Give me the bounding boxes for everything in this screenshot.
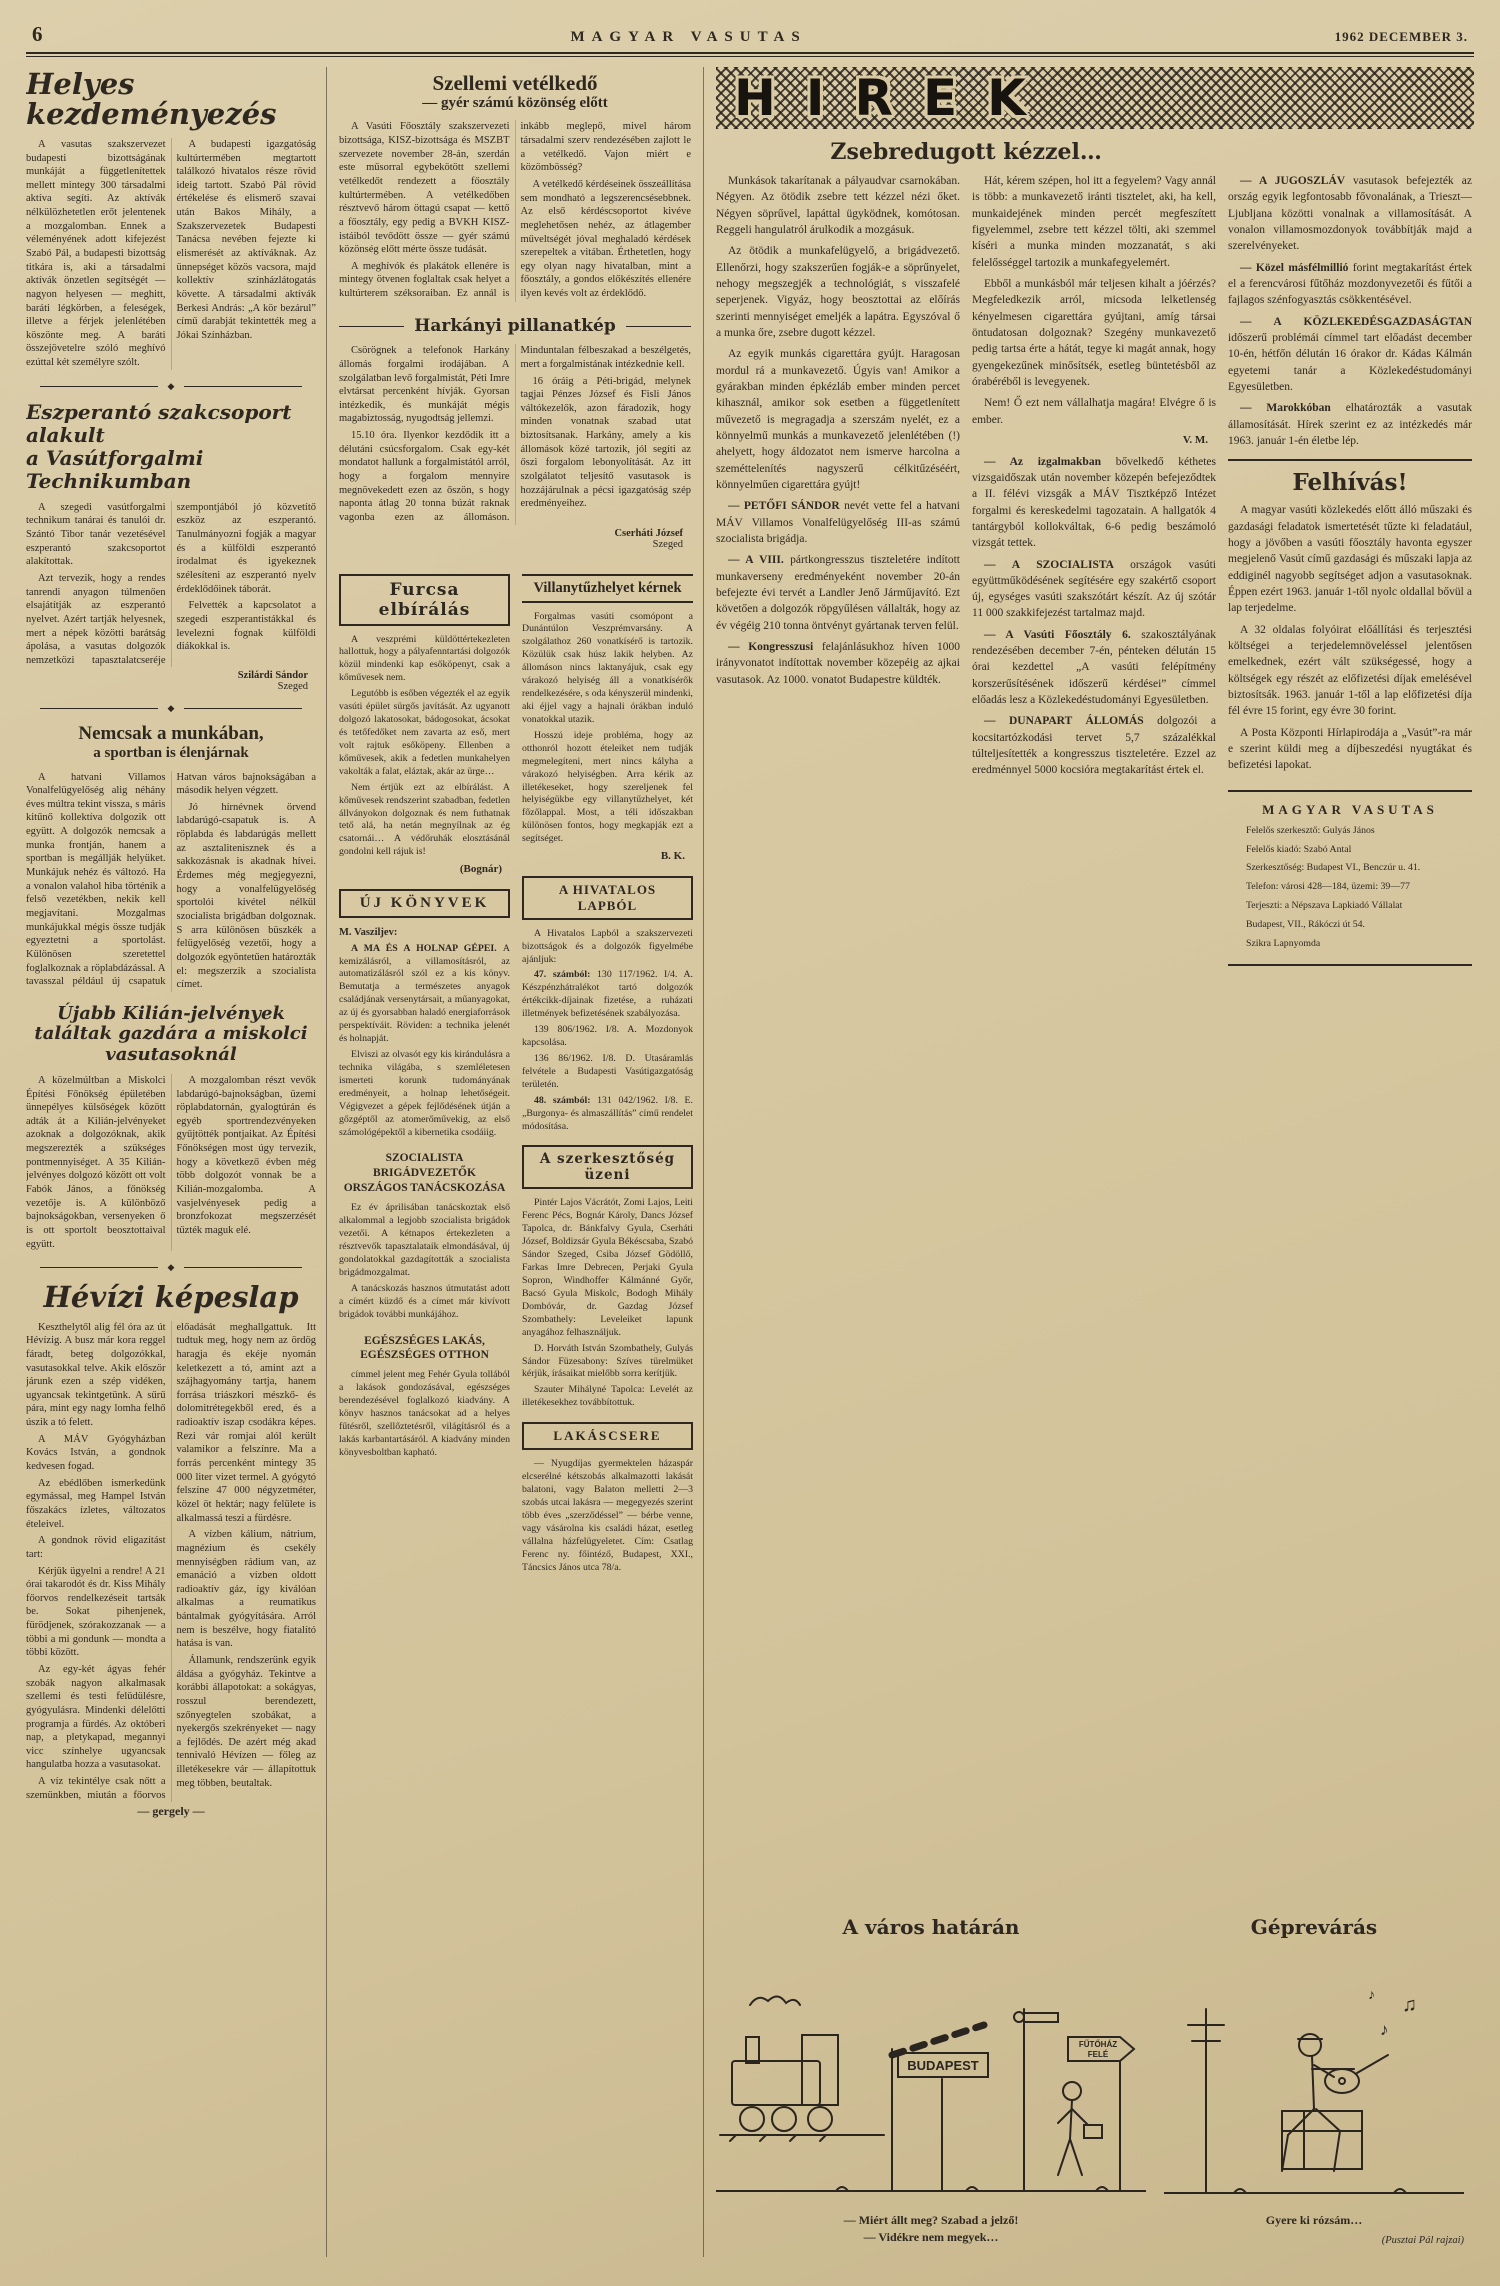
- paragraph: A mozgalomban részt vevők labdarúgó-bajnokságban, üzemi röplabdatornán, gyalogtúrán és egyéb sportrendezvényeken gyűjtötték pontjaikat. Az Építési Főnökségen most úgy tervezik, hogy a következő évben még több dolgozót vonnak be a Kilián-mozgalomba. A vasjelvényesek pedig a bronzfokozat megszerzését tűzték maguk elé.: [176, 1074, 316, 1236]
- article-title: [26, 723, 316, 762]
- paragraph: A veszprémi küldöttértekezleten hallottuk, hogy a pályafenntartási dolgozók közül mindenki kap esőköpenyt, csak a kőművesek nem.: [339, 633, 510, 684]
- article-lakascsere: [522, 1422, 693, 1574]
- paragraph: Nem értjük ezt az elbírálást. A kőművesek rendszerint szabadban, fedetlen állványokon dolgoznak és nem futhatnak tető alá, ha netán megnyílnak az ég csatornái… A védőruhák elosztásánál gondolni kell rájuk is!: [339, 781, 510, 858]
- news-briefs-col3: [1228, 173, 1472, 449]
- cartoons-row: [716, 1915, 1474, 2251]
- title-text: Harkányi pillanatkép: [414, 316, 616, 337]
- author-signature: (Bognár): [459, 863, 502, 876]
- paragraph: Felvették a kapcsolatot a szegedi eszperantistákkal és levelezni fognak külföldi diákokkal is.: [176, 600, 316, 653]
- article-title: ÚJ KÖNYVEK: [339, 889, 510, 918]
- article-title: [339, 71, 691, 112]
- article-title: [26, 401, 316, 493]
- paragraph: A 32 oldalas folyóirat előállítási és terjesztési költségei a terjedelemnöveléssel jelentősen emelkednek, ezért vált szükségessé, hogy a költségek egy részét az előfizetési díjak emelésével biztosítsák. 1963. január 1-től a lap előfizetési díja fél évre 15 forint, egy évre 30 forint.: [1228, 623, 1472, 718]
- paragraph: 15.10 óra. Ilyenkor kezdődik itt a délutáni csúcsforgalom. Csak egy-két mondatot hallunk a forgalmistától arról, hogy a forgalom mennyire megnövekedett ezen az őszön, s hogy naponta átlag 20 tonna búzát raknak vagonba ezen az állomáson. Minduntalan félbeszakad a beszélgetés, mert a forgalmistának intézkednie kell.: [339, 345, 691, 523]
- article-szellemi-vetelkedo: [339, 71, 691, 302]
- colophon-line: Felelős szerkesztő: Gulyás János: [1246, 824, 1375, 836]
- guitar-man-cartoon-drawing: [1164, 1943, 1464, 2211]
- railway-crossing-cartoon-drawing: [716, 1943, 1146, 2211]
- article-body: [339, 943, 510, 1140]
- paragraph: Azt tervezik, hogy a rendes tanrendi anyagon túlmenően elsajátítják az eszperantó nyelvet. Azért tartják helyesnek, mert a népek közötti barátság ápolása, a vasutas dolgozók nemzetközi tapasztalatcseréje szempontjából jó közvetítő eszköz az eszperantó. Tanulmányozni fogják a magyar és a külföldi eszperantó irodalmat és igyekeznek szélesíteni az eszperantó nyelv érdeklődőinek táborát.: [26, 501, 316, 666]
- article-szocialista-brigadvezetok: [339, 1151, 510, 1321]
- author-place: Szeged: [277, 681, 308, 693]
- article-hivatalos-lapbol: [522, 876, 693, 1134]
- section-divider: [40, 382, 302, 391]
- article-sport: [26, 723, 316, 991]
- paragraph: A MÁV Gyógyházban Kovács István, a gondnok kedvesen fogad.: [26, 1433, 166, 1473]
- article-title: Újabb Kilián-jelvények találtak gazdára a miskolci vasutasoknál: [34, 1002, 308, 1066]
- paragraph: címmel jelent meg Fehér Gyula tollából a lakások gondozásával, egészséges berendezésével foglalkozó kiadvány. A könyv hasznos tanácsokat ad a helyes fűtésről, szellőztetésről, világításról és a lakás karbantartásáról. A kiadvány minden könyvesboltban kapható.: [339, 1369, 510, 1458]
- news-brief: — Közel másfélmillió forint megtakarítást értek el a ferencvárosi fűtőház mozdonyvezetői és fűtői a fajlagos szénfogyasztás csökkentésével.: [1228, 261, 1472, 307]
- section-divider: [40, 1263, 302, 1272]
- article-furcsa-elbiralas: [339, 574, 510, 877]
- paragraph: A tanácskozás hasznos útmutatást adott a címért küzdő és a címet már kivívott brigádok további munkájához.: [339, 1282, 510, 1320]
- article-title: SZOCIALISTA BRIGÁDVEZETŐK ORSZÁGOS TANÁCSKOZÁSA: [343, 1152, 506, 1195]
- colophon-lines: [1234, 824, 1466, 951]
- article-title: Helyes kezdeményezés: [26, 67, 277, 132]
- cartoon-title: A város határán: [842, 1914, 1020, 1939]
- paragraph: Szauter Mihályné Tapolca: Levelét az illetékesekhez továbbítottuk.: [522, 1384, 693, 1409]
- author-name: Cserháti József: [614, 527, 683, 539]
- article-title: Villanytűzhelyet kérnek: [522, 574, 693, 603]
- news-briefs-col2: [972, 454, 1216, 779]
- paragraph: A közelmúltban a Miskolci Építési Főnökség épületében ünnepélyes külsőségek között adták át a Kilián-jelvényeket azoknak a dolgozóknak, akik megszerezték a szükséges pontmennyiséget. A 35 Kilián-jelvényes dolgozó között ott volt Fabók János, a főnökség vezetője is. A különböző bajnokságokban, versenyeken ő is ott sportolt beosztottaival együtt.: [26, 1074, 166, 1250]
- paragraph: A budapesti igazgatóság kultúrtermében megtartott találkozó hivatalos része rövid ideig tartott. Szabó Pál rövid értékelése és elismerő szavai után Bakos Mihály, a Szakszervezetek Budapesti Tanácsa nevében fejezte ki elismerését az aktíváknak. Az ünnepséget közös vacsora, majd kollektív színházlátogatás követte. A társadalmi aktívák Berkesi András: „A kör bezárul” című darabját tekintették meg a Jókai Színházban.: [176, 138, 316, 341]
- paragraph: Ebből a munkásból már teljesen kihalt a jóérzés? Megfeledkezik arról, micsoda lelketlenség kényelmesen cigarettára gyújtani, amíg társai öntudatosan dolgoznak? Szegény munkavezető pedig tartsa érte a hátát, tegye ki magát annak, hogy gyengekezűnek minősítsék, esetleg büntetésből az órabéréből is levegyenek.: [972, 277, 1216, 388]
- diamond-ornament-icon: ◆: [167, 703, 175, 714]
- paragraph: Az egy-két ágyas fehér szobák nagyon alkalmasak szellemi és testi felüdülésre, gyógyulásra. Mindenki délelőtti programja a fürdés. Az októberi nap, a pletykapad, megannyi vicc színhelye ugyancsak hangulatba hozza a vasutasokat.: [26, 1664, 166, 1771]
- news-brief: — Kongresszusi felajánlásukhoz híven 1000 irányvonatot indítottak november közepéig az ajkai vasutasok. Az 1000. vonatot Budapestre küldték.: [716, 640, 960, 686]
- right-column: [704, 67, 1474, 2257]
- colophon-line: Felelős kiadó: Szabó Antal: [1246, 843, 1352, 855]
- right-subcolumn-1: [716, 173, 960, 966]
- cartoon-caption: Gyere ki rózsám…: [1265, 2212, 1363, 2227]
- colophon-line: Szerkesztőség: Budapest VI., Benczúr u. 41.: [1246, 862, 1421, 874]
- paragraph: A Posta Központi Hírlapirodája a „Vasút”-ra már e szerint küldi meg a díjbeszedési nyugtákat és befizetési lapokat.: [1228, 726, 1472, 772]
- author-signature: V. M.: [1182, 433, 1208, 446]
- paragraph: A szegedi vasútforgalmi technikum tanárai és tanulói dr. Szántó Tibor tanár vezetésével eszperantó szakcsoportot alakítottak.: [26, 501, 166, 568]
- article-body: [26, 1074, 316, 1251]
- paragraph: Forgalmas vasúti csomópont a Dunántúlon Veszprémvarsány. A szolgálathoz 260 vonatkísérő is tartozik. Közülük csak húsz lakik helyben. Az állomáson nincs laktanyájuk, csak egy várakozó helyiség áll a vonatkísérők rendelkezésére, s oda kényszerül mindenki, aki éjjel vagy a hajnali órákban induló vonatokkal utazik.: [522, 610, 693, 725]
- futohaz-sign-label-1: FŰTŐHÁZ: [1078, 2039, 1118, 2049]
- colophon-line: Szikra Lapnyomda: [1246, 938, 1321, 950]
- music-note-icon: ♪: [1380, 2019, 1389, 2039]
- paragraph: Hát, kérem szépen, hol itt a fegyelem? Vagy annál is több: a munkavezető iránti tisztelet, aki, ha kell, munkaidejének minden percét megfeszített figyelemmel, zsebre tett kézzel tölti, aki szemmel kíséri a munka minden mozzanatát, s aki felelősséggel tartozik a munkafegyelemért.: [972, 175, 1216, 269]
- cartoon-caption: — Vidékre nem megyek…: [863, 2230, 999, 2245]
- page-number: 6: [32, 22, 43, 46]
- article-villanytuzhely: [522, 574, 693, 864]
- music-note-icon: ♫: [1402, 1993, 1417, 2016]
- hirek-banner: [716, 67, 1474, 129]
- paragraph: Munkások takarítanak a pályaudvar csarnokában. Négyen. Az ötödik zsebre tett kézzel nézi őket. Négyen söprűvel, lapáttal ügyködnek, komótosan. Reggeli hangulatról árulkodik a mozgásuk.: [716, 175, 960, 236]
- cartoon-geprevaras: [1164, 1915, 1464, 2251]
- news-brief: — A SZOCIALISTA országok vasúti együttműködésének segítésére egy szakértő csoport új, egységes vasúti szakszótárt készít. Az új szótár 11 000 szakkifejezést tartalmaz majd.: [972, 558, 1216, 620]
- article-eszperanto: [26, 401, 316, 693]
- article-title: A HIVATALOS LAPBÓL: [522, 876, 693, 920]
- paragraph: D. Horváth István Szombathely, Gulyás Sándor Füzesabony: Szíves türelmüket kérjük, írásaikat mielőbb sorra kerítjük.: [522, 1342, 693, 1380]
- title-line: Eszperantó szakcsoport alakult: [26, 399, 292, 447]
- article-body: [339, 1202, 510, 1321]
- middle-subcolumn-right: [522, 562, 693, 1578]
- article-title: EGÉSZSÉGES LAKÁS, EGÉSZSÉGES OTTHON: [360, 1334, 489, 1362]
- zsebredugott-body-part1: [716, 173, 960, 493]
- paragraph: A Vasúti Főosztály szakszervezeti bizottsága, KISZ-bizottsága és MSZBT szervezete november 28-án, szerdán este műsorral egybekötött szellemi vetélkedőt rendezett a főosztály kultúrtermében. A vetélkedőben résztvevő három öttagú csapat — kettő a főosztály, egy pedig a BVKH KISZ-istáiból tevődött össze — gyér számú közönség előtt mérte össze tudását.: [339, 121, 510, 256]
- article-body: [26, 138, 316, 370]
- diamond-ornament-icon: ◆: [167, 380, 175, 391]
- article-kilian: [26, 1004, 316, 1251]
- paragraph: Pintér Lajos Vácrátót, Zomi Lajos, Leiti Ferenc Pécs, Bognár Károly, Dancs József Tapolca, dr. Bánkfalvy Gyula, Cserháti József, Boldizsár Gyula Békéscsaba, Szabó Sándor Szeged, Csiba József Gödöllő, Farkas Imre Debrecen, Perjaki Gyula Sopron, Windhoffer Kálmánné Győr, Bacsó Gyula Miskolc, Bodogh Mihály Dombóvár, dr. Gazdag József Szombathely: Leveleiket lapunk anyagához felhasználjuk.: [522, 1197, 693, 1338]
- paragraph: A vízben kálium, nátrium, magnézium és csekély mennyiségben rádium van, az emanáció a vízben oldott radioaktív gáz, így kiválóan alkalmas a reumatikus bántalmak gyógyítására. Arról nem is beszélve, hogy fiatalító hatása is van.: [176, 1529, 316, 1650]
- colophon: [1228, 790, 1472, 966]
- paragraph: A MA ÉS A HOLNAP GÉPEI. A kemizálásról, a villamosításról, az automatizálásról szól ez a kis könyv. Bemutatja a természetes anyagok családjának versenytársait, a műanyagokat, az új és gyorsabban haladó energiaforrások perspektíváit. Röviden: a technika jelenét és holnapját.: [339, 942, 510, 1045]
- issue-date: 1962 DECEMBER 3.: [1334, 29, 1468, 44]
- article-title: Felhívás!: [1228, 459, 1472, 496]
- futohaz-sign-label-2: FELÉ: [1087, 2049, 1109, 2059]
- paragraph: Legutóbb is esőben végezték el az egyik vasúti épület sürgős javítását. Az ugyanott dolgozó lakatosokat, bádogosokat, ácsokat és tetőfedőket nem zavarta az eső, mert volt rajtuk esőköpeny. Ellenben a kőművesek, akik a fedetlen munkahelyen vakolták a falat, eláztak, akár az ürge…: [339, 688, 510, 777]
- article-helyes-kezdemenyezes: [26, 69, 316, 370]
- paragraph: A hatvani Villamos Vonalfelügyelőség alig néhány éves múltra tekint vissza, s máris kitűnő kollektíva dolgozik ott együtt. A dolgozók nemcsak a munka frontján, hanem a sportban is megállják helyüket. Munkájuk nehéz és változó. Ha a vonalon valahol hiba történik a felső vezetékben, nekik kell megjavítani. Mozgalmas munkájukkal mégis össze tudják egyeztetni a sportolást. Különösen szeretettel foglalkoznak a röplabdázással. A tavasszal például új csapatuk Hatvan város bajnokságában a második helyen végzett.: [26, 771, 316, 988]
- colophon-title: MAGYAR VASUTAS: [1262, 801, 1438, 817]
- article-heviz: [26, 1282, 316, 1820]
- article-body: [522, 1458, 693, 1574]
- article-title: Hévízi képeslap: [43, 1280, 299, 1315]
- paragraph: — Nyugdíjas gyermektelen házaspár elcserélné kétszobás alkalmazotti lakását balatoni, vagy Balaton melletti 2—3 szobás utcai lakásra — megegyezés szerint több éves „szerződéssel” — bérbe venne, vagy vásárolna kis családi házat, esetleg vállalna házfelügyeletet. Cím: Csatlag Ferenc ny. főintéző, Budapest, XXI., Táncsics János utca 78/a.: [522, 1458, 693, 1573]
- article-title: A szerkesztőség üzeni: [522, 1145, 693, 1189]
- article-body: [1228, 502, 1472, 773]
- author-name: Szilárdi Sándor: [237, 670, 308, 682]
- paragraph: Az ötödik a munkafelügyelő, a brigádvezető. Ellenőrzi, hogy szakszerűen fogják-e a söprűnyelet, nehogy megszegjék a technológiát, s visszafelé seperjenek. Vigyáz, hogy beosztottai az előírás szerinti mennyiséget emeljék a lapátra. Egyszóval ő a munka őre, zsebre dugott kézzel.: [716, 245, 960, 339]
- article-body: [26, 771, 316, 992]
- news-brief: — Marokkóban elhatározták a vasutak államosítását. Hírek szerint ez az intézkedés már 1963. január 1-én életbe lép.: [1228, 402, 1472, 447]
- paragraph: 16 óráig a Péti-brigád, melynek tagjai Pénzes József és Fisli János váltókezelők, azon fáradozik, hogy minden vonatnak szabad utat biztosítsanak. Harkány, amely a kis állomások közé tartozik, jól segíti az őszi forgalom lebonyolítását. Az itt szolgálatot teljesítő vasutasok is hozzájárulnak a pécsi igazgatóság szép eredményeihez.: [520, 375, 691, 510]
- official-items: [522, 969, 693, 1133]
- paragraph: Kérjük ügyelni a rendre! A 21 órai takarodót és dr. Kiss Mihály főorvos rendelkezéseit tartsák be. Sokat pihenjenek, fürödjenek, szórakozzanak — a többi a mi gondunk — mondta a többi között.: [26, 1565, 166, 1659]
- article-title: [339, 316, 691, 336]
- author-signature: — gergely —: [137, 1804, 205, 1819]
- paragraph: Keszthelytől alig fél óra az út Hévízig. A busz már kora reggel fáradt, beteg dolgozókkal, vasutasokkal telve. Akik először járunk ezen a szép vidéken, ugyancsak tekintgetünk. A sűrű pára, mint egy nagy lomha felhő úszik a tó felett.: [26, 1321, 166, 1429]
- left-column: [26, 67, 326, 2257]
- article-uj-konyvek: [339, 889, 510, 1140]
- official-item: 47. számból: 130 117/1962. I/4. A. Készpénzhátralékot tartó dolgozók értékcikk-díjainak fizetése, a ruházati illetmények befizetésének szabályozása.: [522, 969, 693, 1020]
- paragraph: Jó hírnévnek örvend labdarúgó-csapatuk is. A röplabda és labdarúgás mellett az asztalitenisznek és a sakkozásnak is akadnak hívei. Érdemes még megjegyezni, hogy a vonalfelügyelőség sportolói kivétel nélkül szocialista brigádban dolgoznak. S arra különösen büszkék a felügyelőség vezetői, hogy a dolgozók egyöntetűen határozták el: megszerzik a szocialista címet.: [176, 801, 316, 991]
- paragraph: Az egyik munkás cigarettára gyújt. Haragosan mordul rá a munkavezető. Úgyis van! Amikor a gyárakban minden épkézláb ember minden percet kihasznál, amikor sok esetben a függetlenített művezető is megragadja a szerszám nyelét, ez a könnyelmű munkás a munkavezető jelenlétében (!) ahelyett, hogy áldozatot nem ismerve harcolna a szeméttelenítés nagyszerű célkitűzéséért, könnyelműen cigarettára gyújt!: [716, 348, 960, 491]
- article-zsebredugott-title: Zsebredugott kézzel…: [830, 139, 1102, 165]
- middle-column: [326, 67, 704, 2257]
- news-brief: — PETŐFI SÁNDOR nevét vette fel a hatvani MÁV Villamos Vonalfelügyelőség III-as számú szocialista brigádja.: [716, 500, 961, 545]
- hirek-title: HIREK: [734, 69, 1056, 127]
- page-columns: [26, 67, 1474, 2257]
- article-szerkesztoseg-uzeni: [522, 1145, 693, 1410]
- paragraph: A vetélkedő kérdéseinek összeállítása sem mondható a legszerencsésebbnek. Az első kérdéscsoportot kivéve meglehetősen nehéz, az átlagember műveltségét jóval meghaladó kérdések szerepeltek a vitában. Érthetetlen, hogy egy olyan nagy hivatalban, mint a főosztály, a gondos előkészítés ellenére ilyen kevés volt az érdeklődő.: [520, 178, 691, 300]
- colophon-line: Terjeszti: a Népszava Lapkiadó Vállalat: [1246, 900, 1403, 912]
- news-brief: — A KÖZLEKEDÉSGAZDASÁGTAN időszerű problémái címmel tart előadást december 10-én, hétfőn délután 16 órakor dr. Kádas Kálmán egyetemi tanár a Közlekedéstudományi Egyesületben.: [1228, 315, 1472, 393]
- article-harkanyi-pillanatkep: [339, 316, 691, 549]
- title-line: Szellemi vetélkedő: [432, 71, 598, 95]
- article-body: [339, 1369, 510, 1459]
- colophon-line: Budapest, VII., Rákóczi út 54.: [1246, 919, 1365, 931]
- budapest-sign-label: BUDAPEST: [907, 2057, 979, 2073]
- article-body: [522, 611, 693, 847]
- news-brief: — A VIII. pártkongresszus tiszteletére indított munkaverseny eredményeként november 20-án befejezte évi tervét a Landler Jenő Járműjavító. Ezt követően a dolgozók röpgyűlésen vállalták, hogy az év végéig 210 tonna öntvényt gyártanak terven felül.: [716, 554, 961, 632]
- cartoon-title: Géprevárás: [1250, 1914, 1378, 1939]
- diamond-ornament-icon: ◆: [167, 1262, 175, 1273]
- middle-subcolumn-left: [339, 562, 510, 1578]
- article-body: [339, 634, 510, 860]
- author-place: Szeged: [652, 538, 683, 550]
- author-signature: [339, 528, 683, 550]
- paragraph: Államunk, rendszerünk egyik áldása a gyógyház. Tekintve a korábbi állapotokat: a sokágyas, rosszul berendezett, szőnyegtelen szobákat, a nyekergős szekrényeket — nagy a fejlődés. De azért még akad tennivaló Hévízen — főleg az illetékesekre vár — állapítottuk meg többen, beutaltak.: [176, 1655, 316, 1789]
- title-line: a sportban is élenjárnak: [93, 745, 249, 762]
- article-intro: A Hivatalos Lapból a szakszervezeti bizottságok és a dolgozók figyelmébe ajánljuk:: [522, 927, 693, 965]
- article-felhivas: [1228, 459, 1472, 773]
- music-note-icon: ♪: [1368, 1985, 1375, 2002]
- zsebredugott-body-part2: [972, 173, 1216, 428]
- article-body: [26, 1321, 316, 1803]
- author-signature: B. K.: [660, 850, 685, 863]
- title-line: a Vasútforgalmi Technikumban: [26, 445, 204, 493]
- article-title: Furcsa elbírálás: [339, 574, 510, 626]
- section-divider: [40, 704, 302, 713]
- paragraph: A meghívók és plakátok ellenére is mintegy ötvenen foglaltak csak helyet a kultúrterem széksoraiban. Ez annál is inkább meglepő, mivel három társadalmi szerv rendezésében zajlott le a vetélkedő. Vajon miért e közömbösség?: [339, 121, 691, 300]
- title-line: — gyér számú közönség előtt: [422, 95, 608, 112]
- official-item: 136 86/1962. I/8. D. Utasáramlás felvétele a Budapesti Vasútigazgatóság területén.: [522, 1052, 693, 1090]
- article-body: [522, 1197, 693, 1410]
- author-signature: [26, 670, 308, 692]
- news-brief: — A JUGOSZLÁV vasutasok befejezték az ország egyik legfontosabb fővonalának, a Trieszt—Ljubljana közötti vonalnak a villamosítását. A vonalon villamosmozdonyok továbbítják majd a szerelvényeket.: [1228, 175, 1472, 253]
- paragraph: A magyar vasúti közlekedés előtt álló műszaki és gazdasági feladatok ismertetését tűzte ki feladatául, hogy a jövőben a vasúti főosztály havonta egyszer megjelenő Vasút című gazdasági és műszaki lapja az eddiginél nagyobb segítséget adjon a vasutasoknak. Éppen ezért 1963. január 1-től nyolc oldallal bővül a lap terjedelme.: [1228, 504, 1472, 615]
- paragraph: Elviszi az olvasót egy kis kirándulásra a technika világába, s szemléletesen ismerteti korunk tudományának eredményeit, a holnap lehetőségeit. Végigvezet a gépek fejlődésének útján a gőzgéptől az atomerőművekig, az első számológépektől a kibernetika csodáiig.: [339, 1048, 510, 1138]
- article-egeszseges-lakas: [339, 1334, 510, 1460]
- right-subcolumns: [716, 173, 1474, 966]
- article-body: [26, 501, 316, 668]
- paragraph: A víz tekintélye csak nőtt a szemünkben, miután a főorvos előadását meghallgattuk. Itt tudtuk meg, hogy nem az ördög haragja és ekéje nyomán keletkezett a tó, amint azt a szájhagyomány tartja, hanem forrása triászkori mészkő- és dolomitrétegekből ered, és a radioaktív iszap csodákra képes. Rezi vár romjai alól került valamikor a felszínre. Ma a forrás percenként mintegy 35 000 liter vizet termel. A gyógytó felszíne 47 000 négyzetméter, közel öt hektár; nagy felülete is alkalmassá teszi a fürdésre.: [26, 1321, 316, 1801]
- paragraph: Csörögnek a telefonok Harkány állomás forgalmi irodájában. A szolgálatban levő forgalmistát, Péti Imre elvtársat percenként hívják. Gyorsan intézkedik, és munkáját mégis magabiztosság, nyugodtság jellemzi.: [339, 345, 510, 425]
- official-item: 139 806/1962. I/8. A. Mozdonyok kapcsolása.: [522, 1024, 693, 1049]
- right-subcolumn-3: [1228, 173, 1472, 966]
- paragraph: Nem! Ő ezt nem vállalhatja magára! Elvégre ő is ember.: [972, 397, 1216, 426]
- news-brief: — DUNAPART ÁLLOMÁS dolgozói a kocsitartózkodási tervet 5,7 százalékkal túlteljesítették a kongresszus tiszteletére. Ezzel az eredménnyel 5000 kocsióra megtakarítást értek el.: [972, 715, 1216, 777]
- book-author: M. Vasziljev:: [339, 926, 398, 938]
- title-line: Nemcsak a munkában,: [78, 723, 264, 745]
- paragraph: A vasutas szakszervezet budapesti bizottságának munkáját a függetlenítettek mellett mintegy 300 társadalmi aktíva segíti. Az aktívák nélkülözhetetlen erőt jelentenek a mozgalomban. Ennek a véleményének adott kifejezést Szabó Pál, a budapesti bizottság titkára is, aki a társadalmi aktívák önzetlen segítségét — nagyon helyesen — meghitt, baráti légkörben, a feleségek, illetve a férjek jelenlétében köszönte meg. A baráti összejövetelre szóló meghívó ezúttal két személyre szólt.: [26, 138, 166, 369]
- article-title: LAKÁSCSERE: [522, 1422, 693, 1450]
- masthead: MAGYAR VASUTAS: [570, 29, 807, 45]
- article-body: [339, 344, 691, 524]
- cartoonist-credit: (Pusztai Pál rajzai): [1381, 2235, 1464, 2247]
- paragraph: A gondnok rövid eligazítást tart:: [26, 1535, 166, 1560]
- paragraph: Az ebédlőben ismerkedünk egymással, meg Hampel István főszakács ízletes, változatos ételeivel.: [26, 1477, 166, 1530]
- middle-subcolumns: [339, 562, 691, 1578]
- right-subcolumn-2: [972, 173, 1216, 966]
- article-body: [339, 120, 691, 302]
- official-item: 48. számból: 131 042/1962. I/8. E. „Burgonya- és almaszállítás” című rendelet módosítása.: [522, 1094, 693, 1132]
- cartoon-varos-hataran: [716, 1915, 1146, 2251]
- news-briefs-col1: [716, 498, 960, 688]
- header-rule: [26, 52, 1474, 57]
- paragraph: Hosszú ideje probléma, hogy az otthonról hozott ételeiket nem tudják megmelegíteni, mert nincs kályha a várakozó helyiségben. Arra kérik az illetékeseket, hogy szereljenek fel helyiségükbe egy villanytűzhelyet, két főzőlappal. Most, a téli időszakban különösen fontos, hogy megkapják ezt a segítséget.: [522, 729, 693, 845]
- news-brief: — A Vasúti Főosztály 6. szakosztályának rendezésében december 7-én, pénteken délután 15 órai kezdettel „A vasúti felépítmény korszerűsítésének időszerű kérdései” címmel előadás lesz a Közlekedéstudományi Egyesületben.: [972, 628, 1216, 707]
- paragraph: Ez év áprilisában tanácskoztak első alkalommal a legjobb szocialista brigádok vezetői. A kétnapos értekezleten a résztvevők tapasztalataik elmondásával, új gondolatokkal gazdagították a szocialista brigádmozgalmat.: [339, 1202, 510, 1278]
- cartoon-caption: — Miért állt meg? Szabad a jelző!: [843, 2212, 1019, 2227]
- colophon-line: Telefon: városi 428—184, üzemi: 39—77: [1246, 881, 1410, 893]
- news-brief: — Az izgalmakban bővelkedő kéthetes vizsgaidőszak után november közepén befejeződtek a II. félévi vizsgák a MÁV Tisztképző Intézet forgalmi és kereskedelmi tagozatain. A hallgatók 4 tantárgyból kollokváltak, 6-6 pedig beszámoló vizsgát tettek.: [972, 455, 1216, 550]
- page-header: [26, 14, 1474, 52]
